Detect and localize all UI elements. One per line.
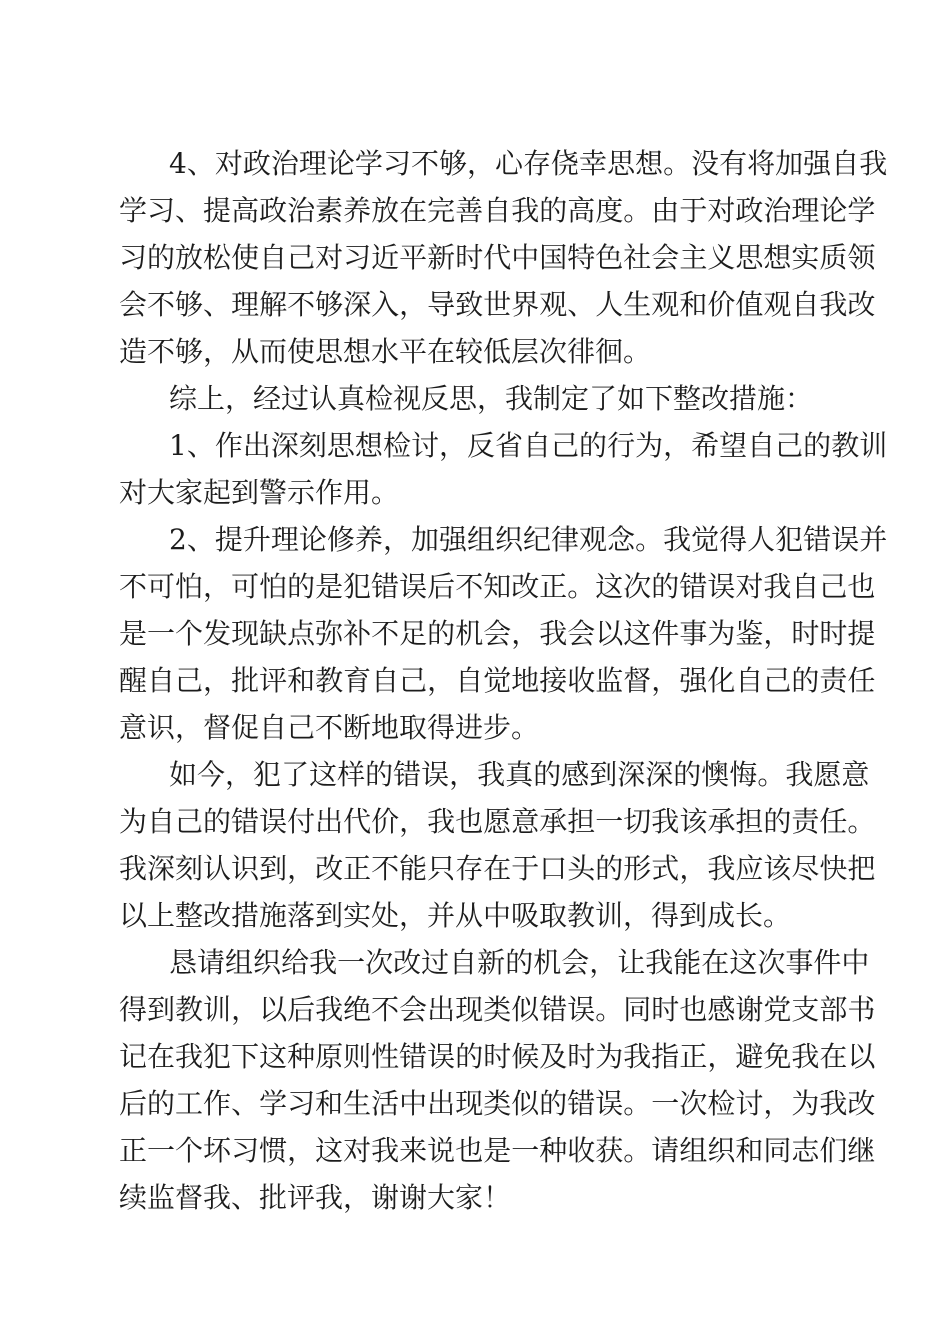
text-line: 正 一 个 坏 习 惯 ， 这 对 我 来 说 也 是 一 种 收 获 。 请 组 织 和 同 志 们 继 bbox=[119, 1134, 876, 1167]
text-line: 不 可 怕 ， 可 怕 的 是 犯 错 误 后 不 知 改 正 。 这 次 的 错 误 对 我 自 己 也 bbox=[119, 570, 876, 603]
paragraph bbox=[119, 939, 876, 1221]
paragraph bbox=[119, 375, 831, 422]
text-line: 对大家起到警示作用。 bbox=[119, 476, 400, 509]
text-line: 4 、 对 政 治 理 论 学 习 不 够 ， 心 存 侥 幸 思 想 。 没 有 将 加 强 自 我 bbox=[169, 147, 888, 180]
paragraph bbox=[119, 422, 888, 516]
text-line: 习 的 放 松 使 自 己 对 习 近 平 新 时 代 中 国 特 色 社 会 主 义 思 想 实 质 领 bbox=[119, 241, 876, 274]
text-line: 恳 请 组 织 给 我 一 次 改 过 自 新 的 机 会 ， 让 我 能 在 这 次 事 件 中 bbox=[169, 946, 870, 979]
text-line: 综上，经过认真检视反思，我制定了如下整改措施： bbox=[169, 382, 814, 415]
text-line: 是 一 个 发 现 缺 点 弥 补 不 足 的 机 会 ， 我 会 以 这 件 事 为 鉴 ， 时 时 提 bbox=[119, 617, 876, 650]
text-line: 我 深 刻 认 识 到 ， 改 正 不 能 只 存 在 于 口 头 的 形 式 ， 我 应 该 尽 快 把 bbox=[119, 852, 876, 885]
text-line: 2 、 提 升 理 论 修 养 ， 加 强 组 织 纪 律 观 念 。 我 觉 得 人 犯 错 误 并 bbox=[169, 523, 888, 556]
paragraph bbox=[119, 516, 888, 751]
text-line: 如 今 ， 犯 了 这 样 的 错 误 ， 我 真 的 感 到 深 深 的 懊 悔 。 我 愿 意 bbox=[169, 758, 870, 791]
text-line: 造不够，从而使思想水平在较低层次徘徊。 bbox=[119, 335, 652, 368]
paragraph bbox=[119, 140, 888, 375]
text-line: 记 在 我 犯 下 这 种 原 则 性 错 误 的 时 候 及 时 为 我 指 正 ， 避 免 我 在 以 bbox=[119, 1040, 876, 1073]
text-line: 学 习 、 提 高 政 治 素 养 放 在 完 善 自 我 的 高 度 。 由 于 对 政 治 理 论 学 bbox=[119, 194, 876, 227]
text-line: 以上整改措施落到实处，并从中吸取教训，得到成长。 bbox=[119, 899, 792, 932]
text-line: 1 、 作 出 深 刻 思 想 检 讨 ， 反 省 自 己 的 行 为 ， 希 望 自 己 的 教 训 bbox=[169, 429, 888, 462]
text-line: 意识，督促自己不断地取得进步。 bbox=[119, 711, 540, 744]
text-line: 得 到 教 训 ， 以 后 我 绝 不 会 出 现 类 似 错 误 。 同 时 也 感 谢 党 支 部 书 bbox=[119, 993, 876, 1026]
document-body bbox=[119, 140, 888, 1221]
text-line: 会 不 够 、 理 解 不 够 深 入 ， 导 致 世 界 观 、 人 生 观 和 价 值 观 自 我 改 bbox=[119, 288, 876, 321]
text-line: 后 的 工 作 、 学 习 和 生 活 中 出 现 类 似 的 错 误 。 一 次 检 讨 ， 为 我 改 bbox=[119, 1087, 876, 1120]
paragraph bbox=[119, 751, 876, 939]
text-line: 为 自 己 的 错 误 付 出 代 价 ， 我 也 愿 意 承 担 一 切 我 该 承 担 的 责 任 。 bbox=[119, 805, 876, 838]
text-line: 续监督我、批评我，谢谢大家！ bbox=[119, 1181, 512, 1214]
text-line: 醒 自 己 ， 批 评 和 教 育 自 己 ， 自 觉 地 接 收 监 督 ， 强 化 自 己 的 责 任 bbox=[119, 664, 876, 697]
